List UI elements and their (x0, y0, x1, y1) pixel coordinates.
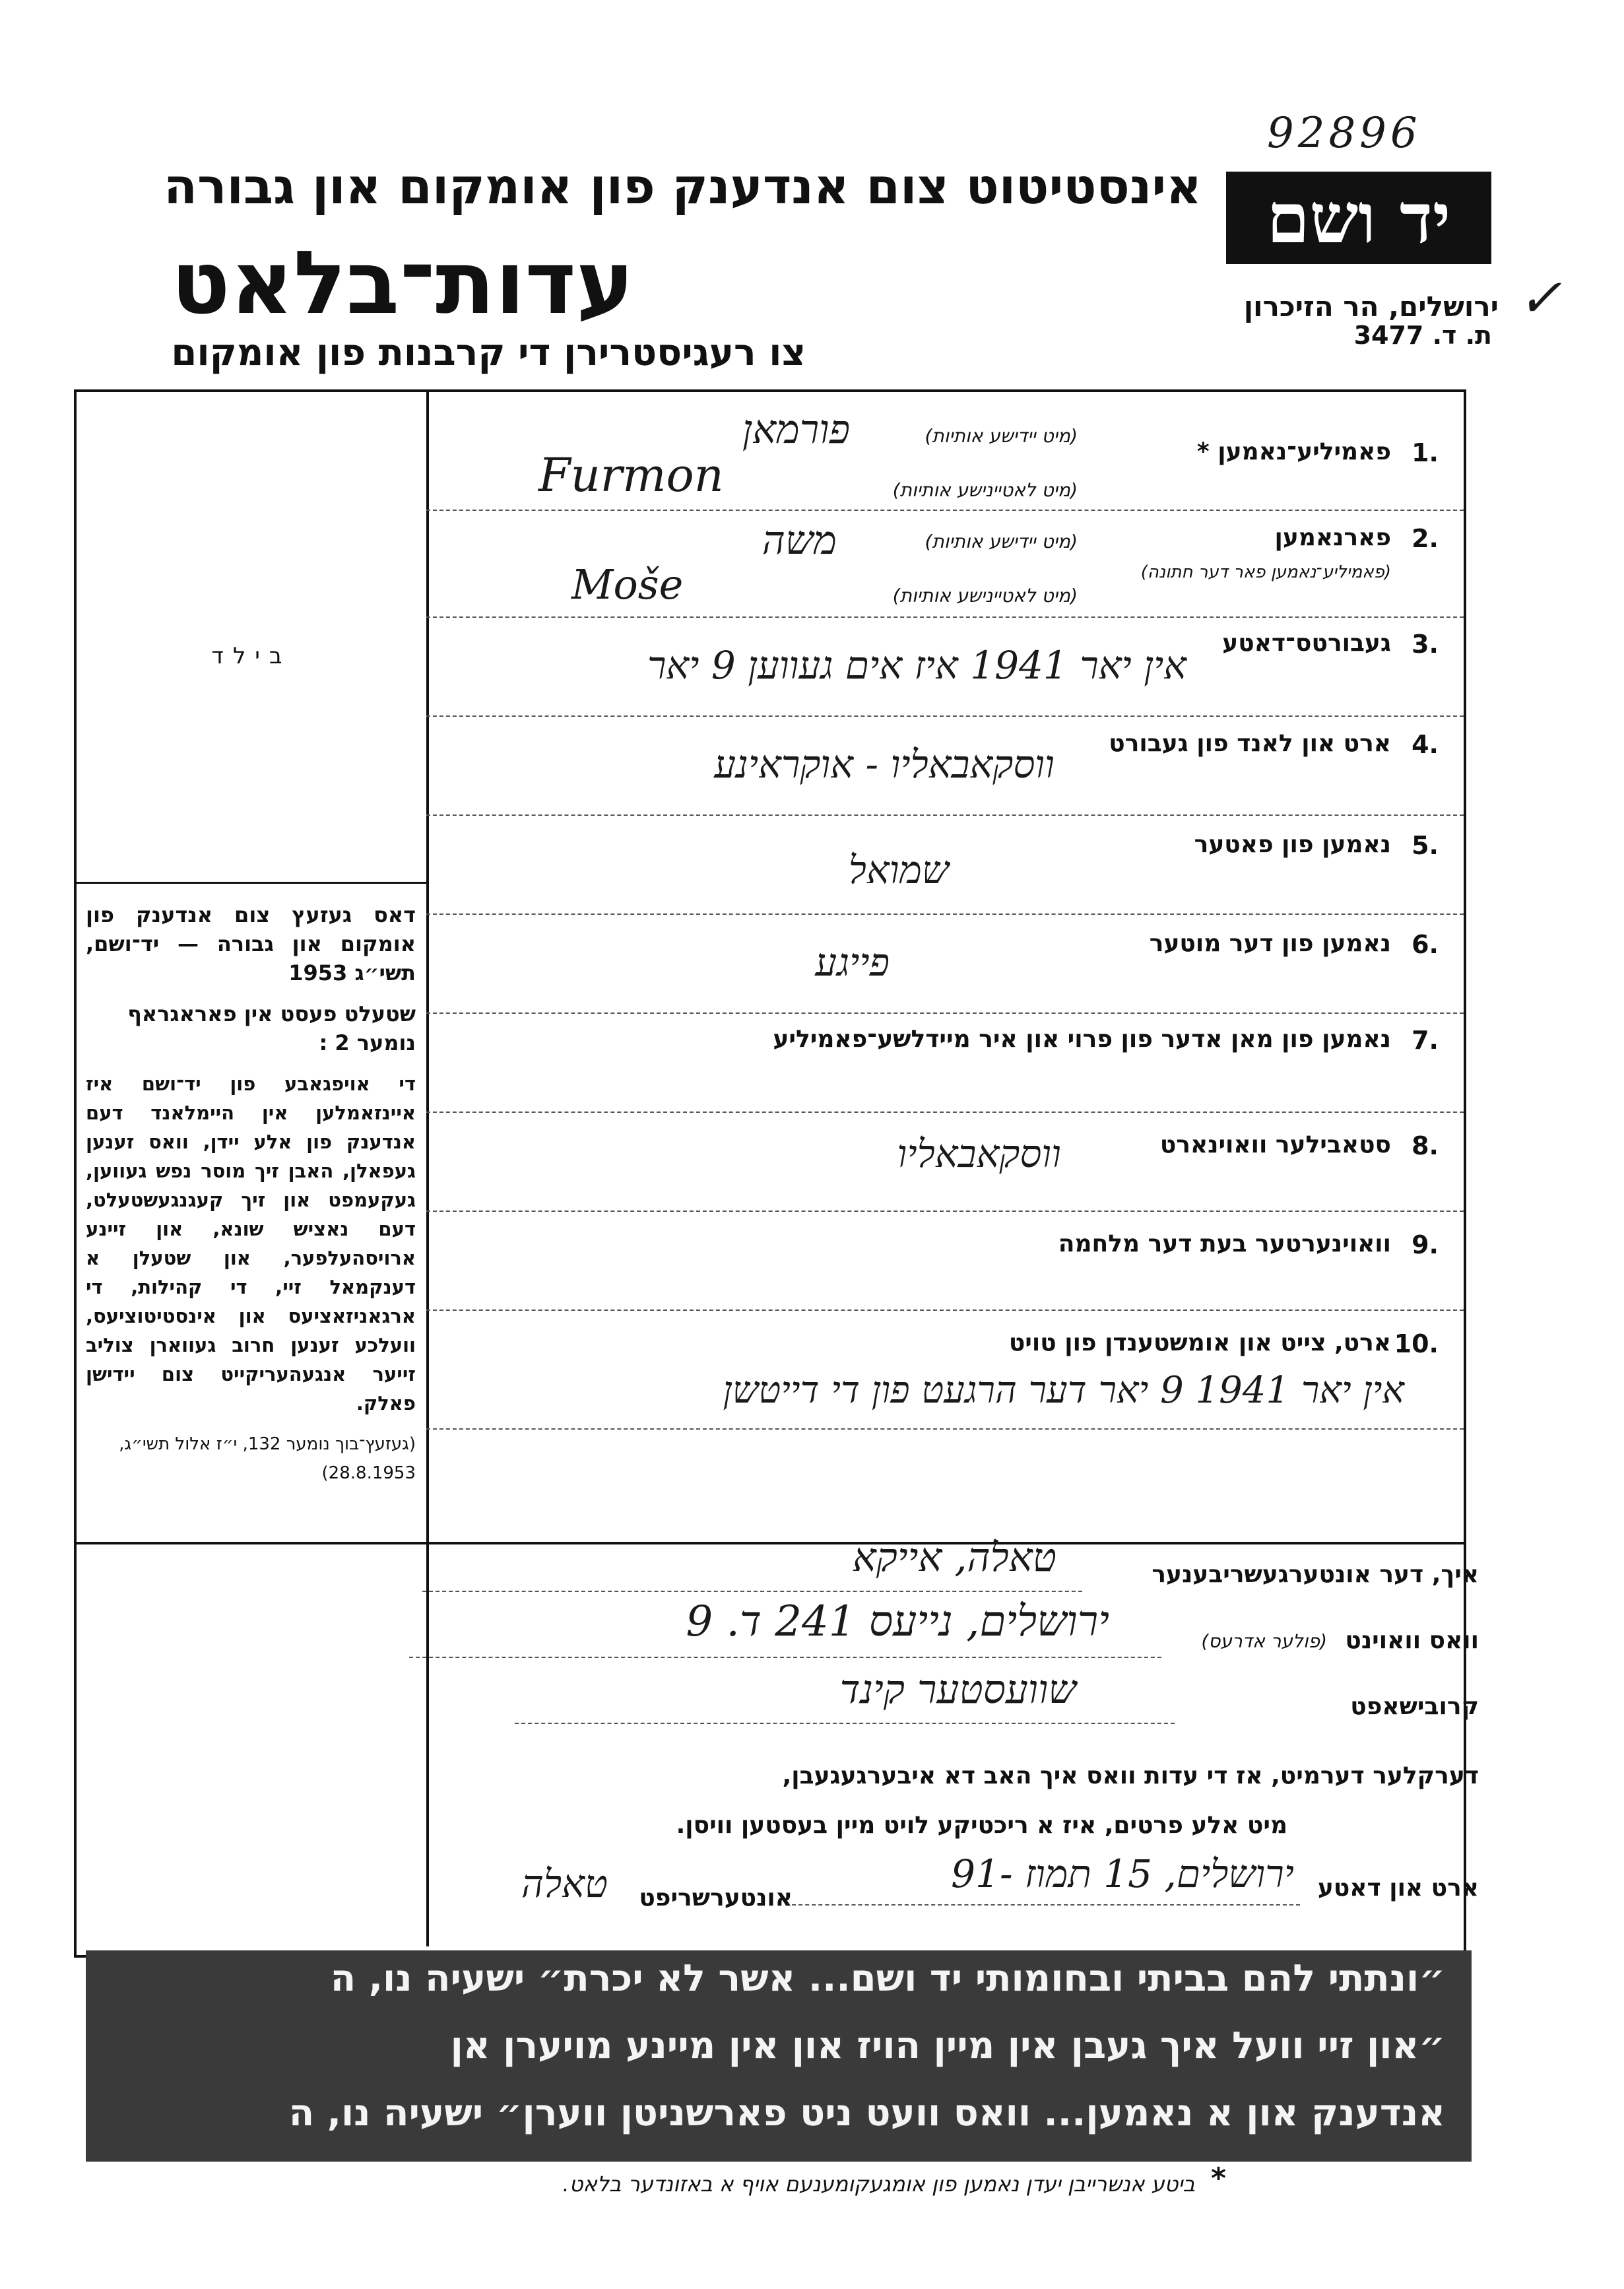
field-6-label: נאמען פון דער מוטער (1149, 930, 1391, 957)
law-source: (געזעץ־בוך נומער 132, י״ז אלול תשי״ג, 28.8.1953) (119, 1434, 416, 1483)
declaration-line-2: מיט אלע פרטים, איז א ריכטיקע לויט מיין בעסטען וויסן. (676, 1812, 1287, 1839)
signature-value[interactable]: טאלה (521, 1861, 608, 1906)
field-8-label: סטאבילער וואוינארט (1159, 1131, 1391, 1158)
field-2-number: 2. (1412, 524, 1439, 553)
declarant-address-value[interactable]: ירושלים, נייעס 241 ד. 9 (686, 1597, 1109, 1646)
field-3-label: געבורטס־דאטע (1222, 630, 1391, 657)
institute-name: אינסטיטוט צום אנדענק פון אומקום און גבורה (164, 158, 1202, 215)
address-line-1: ירושלים, הר הזיכרון (1243, 290, 1499, 323)
footnote-text: ביטע אנשרייבן יעדן נאמען פון אומגעקומענעם אויף א באזונדער בלאט. (562, 2172, 1195, 2197)
banner-line-3: אנדענק און א נאמען... וואס וועט ניט פארשניטן ווערן״ ישעיה נו, ה (288, 2092, 1445, 2135)
handwritten-record-number: 92896 (1267, 109, 1421, 158)
field-5-label: נאמען פון פאטער (1194, 831, 1391, 858)
check-mark-icon: ✓ (1518, 267, 1563, 329)
relation-label: קרובישאפט (1350, 1693, 1479, 1720)
row-divider (426, 1111, 1464, 1113)
row-divider (426, 1428, 1464, 1430)
fields-area (426, 392, 1464, 1547)
form-box (74, 389, 1466, 1544)
address-hint: (פולער אדרעס) (1201, 1630, 1327, 1652)
row-divider (426, 814, 1464, 816)
birthplace-value[interactable]: ווסקאבאליו - אוקראינע (714, 742, 1055, 787)
law-text: די אויפגאבע פון יד־ושם איז איינזאמלען אין היימלאנד דעם אנדענק פון אלע יידן, וואס זענען געפאלן, האבן זיך מוסר נפש געווען, געקעמפט און זיך קעגנגעשטעלט, דעם נאציש שונא, און זיינע ארויסהעלפער, און שטעלן א דענקמאל זיי, די קהילות, די ארגאניזאציעס און אינסטיטוציעס, וועלכע זענען חרוב געווארן צוליב זייער אנגעהעריקייט צום יידישן פאלק. (86, 1073, 416, 1414)
field-2-hint-yiddish: (מיט יידישע אותיות) (925, 531, 1078, 552)
field-10-number: 10. (1394, 1329, 1439, 1358)
form-title: עדות־בלאט (171, 232, 634, 334)
field-9-number: 9. (1412, 1230, 1439, 1259)
field-2-hint-latin: (מיט לאטיינישע אותיות) (892, 585, 1078, 607)
row-divider (426, 913, 1464, 915)
field-5-number: 5. (1412, 831, 1439, 860)
surname-yiddish-value[interactable]: פורמאן (742, 407, 850, 453)
address-underline (409, 1657, 1161, 1658)
form-subtitle: צו רעגיסטרירן די קרבנות פון אומקום (171, 331, 806, 374)
signer-underline (422, 1591, 1082, 1592)
row-divider (426, 1211, 1464, 1212)
address-line-2: ת. ד. 3477 (1353, 321, 1492, 350)
place-date-label: ארט און דאטע (1317, 1874, 1479, 1902)
surname-latin-value[interactable]: Furmon (538, 448, 724, 502)
mother-name-value[interactable]: פייגע (815, 940, 890, 985)
yad-vashem-logo (1226, 172, 1491, 264)
relation-value[interactable]: שוועסטער קינד (839, 1667, 1076, 1713)
field-1-number: 1. (1412, 438, 1439, 467)
law-paragraph-ref: שטעלט פעסט אין פאראגראף נומער 2 : (127, 1001, 416, 1055)
row-divider (426, 510, 1464, 511)
row-divider (426, 1012, 1464, 1014)
banner-line-1: ״ונתתי להם בביתי ובחומותי יד ושם... אשר לא יכרת״ ישעיה נו, ה (330, 1957, 1445, 2000)
signature-label: אונטערשריפט (639, 1884, 793, 1911)
field-1-hint-yiddish: (מיט יידישע אותיות) (925, 425, 1078, 447)
row-divider (426, 715, 1464, 717)
birthdate-value[interactable]: אין יאר 1941 איז אים געווען 9 יאר (647, 643, 1186, 688)
place-date-underline (785, 1904, 1300, 1906)
address-label: וואס וואוינט (1345, 1627, 1479, 1654)
father-name-value[interactable]: שמואל (848, 847, 949, 892)
field-1-label: פאמיליע־נאמען * (1196, 438, 1391, 465)
relation-underline (515, 1723, 1175, 1724)
law-excerpt (86, 900, 416, 1500)
firstname-yiddish-value[interactable]: משה (762, 517, 837, 564)
quote-banner (86, 1950, 1472, 2162)
banner-line-2: ״און זיי וועל איך געבן אין מיין הויז און אין מיינע מויערן אן (450, 2024, 1445, 2067)
field-7-label: נאמען פון מאן אדער פון פרוי און איר מיידלשע־פאמיליע (773, 1026, 1391, 1053)
death-circumstances-value[interactable]: אין יאר 1941 9 יאר דער הרגעט פון די דייטשן (723, 1369, 1404, 1412)
field-2-label: פארנאמען (1274, 524, 1391, 551)
photo-box (77, 392, 426, 884)
place-date-value[interactable]: ירושלים, 15 תמוז -91 (951, 1851, 1294, 1896)
row-divider (426, 1310, 1464, 1311)
field-3-number: 3. (1412, 630, 1439, 659)
logo-text: יד ושם (1266, 177, 1451, 259)
field-9-label: וואוינערטער בעת דער מלחמה (1058, 1230, 1391, 1257)
field-8-number: 8. (1412, 1131, 1439, 1160)
field-1-hint-latin: (מיט לאטיינישע אותיות) (892, 479, 1078, 501)
declaration-line-1: דערקלער דערמיט, אז די עדות וואס איך האב דא איבערגעגעבן, (782, 1762, 1479, 1789)
residence-value[interactable]: ווסקאבאליו (897, 1131, 1061, 1176)
field-2-sub-label: (פאמיליע־נאמען פאר דער חתונה) (1140, 562, 1391, 582)
photo-label: בילד (211, 643, 292, 669)
field-4-label: ארט און לאנד פון געבורט (1109, 730, 1391, 757)
law-citation: דאס געזעץ צום אנדענק פון אומקום און גבורה — יד־ושם, תשי״ג 1953 (86, 902, 416, 985)
row-divider (426, 616, 1464, 618)
footnote-star: * (1211, 2162, 1227, 2195)
field-4-number: 4. (1412, 730, 1439, 759)
field-7-number: 7. (1412, 1026, 1439, 1055)
field-10-label: ארט, צייט און אומשטענדן פון טויט (1008, 1329, 1391, 1356)
field-6-number: 6. (1412, 930, 1439, 959)
signer-value[interactable]: טאלה, אייקא (852, 1535, 1056, 1581)
signer-label: איך, דער אונטערגעשריבענער (1152, 1561, 1479, 1588)
firstname-latin-value[interactable]: Moše (571, 560, 684, 609)
